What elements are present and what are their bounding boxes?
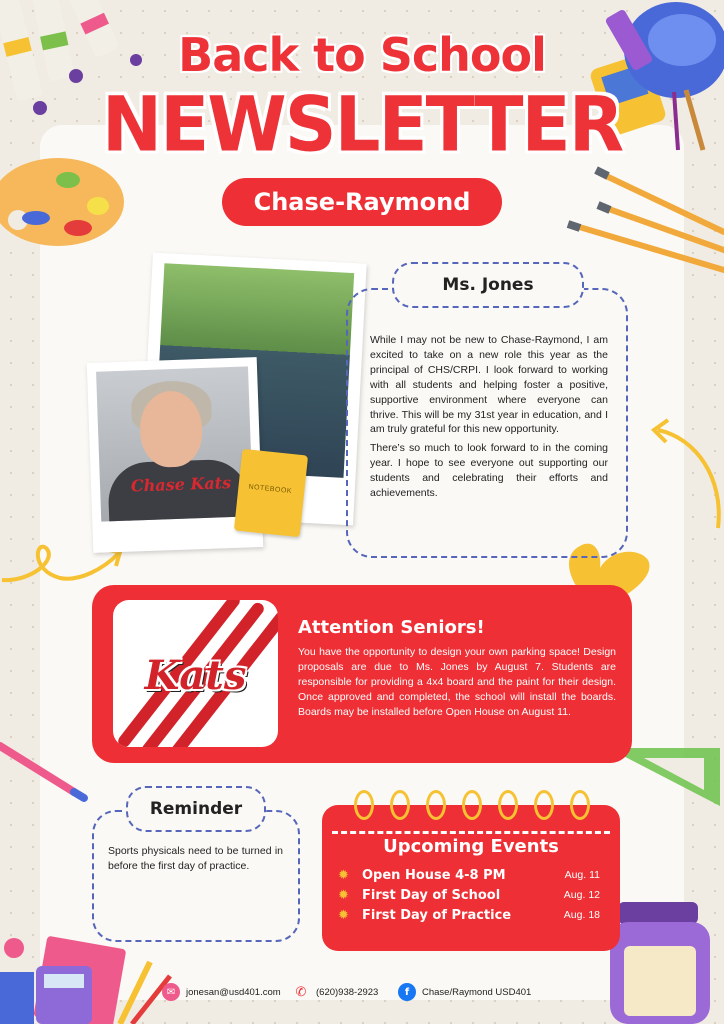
event-item (338, 906, 600, 924)
binder-ring-icon (390, 790, 410, 820)
event-name: First Day of Practice (362, 907, 512, 923)
footer-email[interactable] (162, 982, 281, 1002)
event-item (338, 886, 600, 904)
seniors-body: You have the opportunity to design your own parking space! Design proposals are due to Ms. Jones by August 7. Students are responsible for providing a 4x4 board and the paint for their design. Once approved and completed, the school will install the boards. Boards may be installed before Open House on August 11. (298, 646, 616, 718)
sun-bullet-icon: ✹ (338, 867, 349, 882)
email-icon: ✉ (162, 983, 180, 1001)
event-item (338, 866, 600, 884)
portrait-shirt-text: Chase Kats (130, 473, 232, 496)
footer-facebook-text: Chase/Raymond USD401 (422, 986, 532, 998)
paint-jar-illustration (604, 896, 724, 1024)
reminder-body: Sports physicals need to be turned in before the first day of practice. (108, 845, 283, 872)
school-name: Chase-Raymond (253, 188, 471, 216)
event-date: Aug. 11 (564, 869, 600, 881)
kats-logo (113, 600, 278, 747)
binder-ring-icon (498, 790, 518, 820)
notebook-illustration (234, 449, 308, 537)
principal-paragraph-2: There’s so much to look forward to in the coming year. I hope to see everyone out supporting our students and celebrating their efforts and achievements. (370, 442, 608, 500)
binder-ring-icon (462, 790, 482, 820)
principal-message (370, 333, 608, 505)
event-name: Open House 4-8 PM (362, 867, 506, 883)
principal-paragraph-1: While I may not be new to Chase-Raymond, I am excited to take on a new role this year as the principal of CHS/CRPI. I look forward to working with all students and helping foster a positive, supportive environment where everyone can thrive. This will be my 31st year in education, and I am truly grateful for this new opportunity. (370, 334, 608, 436)
facebook-icon: f (398, 983, 416, 1001)
principal-portrait-image (96, 366, 253, 521)
seniors-heading: Attention Seniors! (298, 617, 485, 638)
reminder-heading: Reminder (149, 799, 243, 819)
footer-phone[interactable] (292, 982, 378, 1002)
reminder-label (126, 786, 266, 832)
binder-ring-icon (570, 790, 590, 820)
footer-phone-text: (620)938-2923 (316, 986, 379, 998)
principal-name-label (392, 262, 584, 308)
school-name-badge (222, 178, 502, 226)
newsletter-title-line2: NEWSLETTER (101, 79, 623, 169)
events-perforation (332, 831, 610, 834)
newsletter-title-line1: Back to School (178, 28, 546, 82)
pencil-illustration (0, 736, 90, 806)
footer-email-text: jonesan@usd401.com (186, 986, 281, 998)
binder-ring-icon (426, 790, 446, 820)
event-date: Aug. 12 (563, 889, 600, 901)
principal-name: Ms. Jones (442, 275, 534, 295)
stationery-illustration (0, 932, 180, 1024)
yellow-arrow-right-doodle (646, 418, 724, 538)
binder-ring-icon (534, 790, 554, 820)
events-heading: Upcoming Events (383, 836, 559, 857)
kats-logo-text: Kats (144, 652, 247, 699)
event-date: Aug. 18 (563, 909, 600, 921)
sun-bullet-icon: ✹ (338, 887, 349, 902)
notebook-label: NOTEBOOK (248, 483, 293, 496)
phone-icon: ✆ (295, 984, 307, 999)
paint-brushes-illustration (566, 166, 724, 276)
footer-facebook[interactable] (398, 982, 531, 1002)
binder-ring-icon (354, 790, 374, 820)
event-name: First Day of School (362, 887, 501, 903)
sun-bullet-icon: ✹ (338, 907, 349, 922)
